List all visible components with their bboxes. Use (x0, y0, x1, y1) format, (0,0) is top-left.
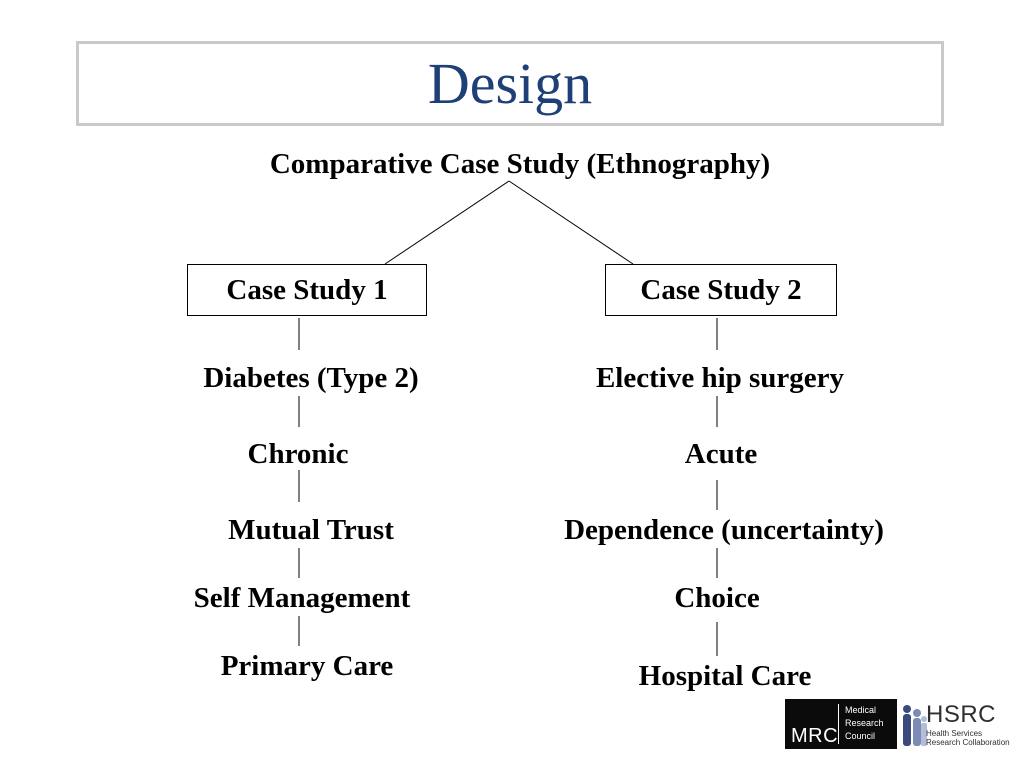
left-item-primary-care: Primary Care (220, 650, 394, 682)
case-study-1-box (187, 264, 427, 316)
people-icon (901, 701, 927, 749)
hsrc-line-1: Health Services (926, 729, 983, 738)
mrc-abbreviation: MRC (791, 725, 839, 747)
right-item-acute: Acute (684, 438, 758, 470)
mrc-divider (838, 704, 839, 744)
hsrc-abbreviation: HSRC (926, 701, 997, 728)
case-study-2-label: Case Study 2 (640, 273, 802, 306)
mrc-line-3: Council (845, 731, 876, 741)
mrc-line-1: Medical (845, 705, 877, 715)
hsrc-line-2: Research Collaboration (926, 738, 1010, 747)
right-item-choice: Choice (674, 582, 760, 614)
case-study-2-box (605, 264, 837, 316)
mrc-logo (785, 699, 897, 749)
left-item-diabetes: Diabetes (Type 2) (203, 362, 419, 394)
mrc-full-name (845, 704, 884, 743)
left-item-mutual-trust: Mutual Trust (228, 514, 394, 546)
left-item-self-management: Self Management (193, 582, 411, 614)
right-item-hospital-care: Hospital Care (638, 660, 812, 692)
logos (785, 699, 1010, 751)
root-label: Comparative Case Study (Ethnography) (269, 148, 771, 180)
case-study-1-label: Case Study 1 (226, 273, 388, 306)
mrc-line-2: Research (845, 718, 884, 728)
left-item-chronic: Chronic (247, 438, 349, 470)
right-item-dependence: Dependence (uncertainty) (564, 514, 884, 546)
right-item-elective-hip-surgery: Elective hip surgery (595, 362, 845, 394)
root-to-case2-line (509, 181, 633, 264)
page-title: Design (427, 50, 593, 116)
hsrc-full-name (926, 729, 1010, 747)
root-to-case1-line (385, 181, 509, 264)
hsrc-logo (901, 699, 1011, 751)
